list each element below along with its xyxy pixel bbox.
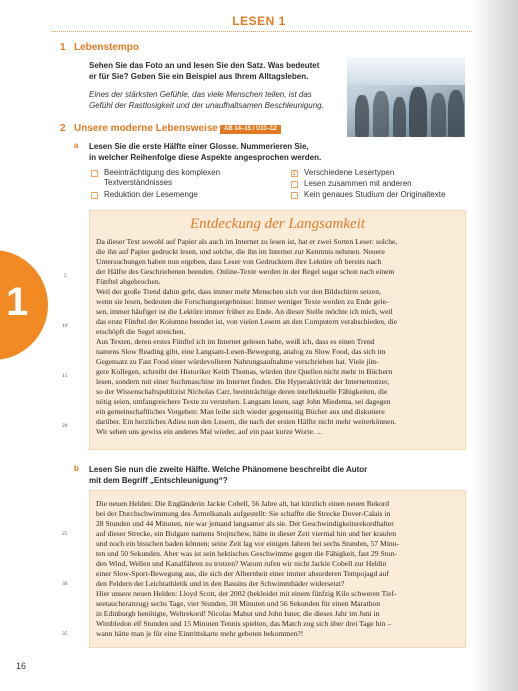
text-line: Aus Texten, deren erstes Fünftel ich im Internet gelesen habe, weiß ich, dass es einen Trend (96, 337, 375, 346)
text-line: den Feldern der Leichtathletik und in den Bassins der Schwimmbäder widersetzt? (96, 579, 345, 588)
instruction-line: mit dem Begriff „Entschleunigung“? (89, 476, 228, 485)
section-1-quote (89, 89, 349, 111)
text-line: Fünftel abgebrochen. (96, 277, 161, 286)
text-line: die ihn auf Papier gedruckt lesen, und solche, die ihn im Internet zur Kenntnis nehmen. Neuere (96, 247, 385, 256)
checkbox-mark: 1 (292, 170, 296, 177)
text-line: erschöpft die Segel streichen. (96, 327, 186, 336)
reading-text-title: Entdeckung der Langsamkeit (190, 216, 365, 232)
reading-text-body (96, 237, 461, 437)
text-line: das erste Fünftel der Kolumne beendet ist, von vielen Lesern an den Computern verabschieden, die (96, 317, 398, 326)
section-1-number: 1 (60, 42, 66, 53)
text-line: Hier unsere neuen Helden: Lloyd Scott, der 2002 (bekleidet mit einem fünfzig Kilo schweren Tief- (96, 589, 397, 598)
reading-text-body (96, 499, 461, 639)
task-b-letter: b (74, 464, 79, 473)
lesson-title: LESEN 1 (232, 14, 286, 28)
text-line: ten und 50 Sekunden. Aber was ist sein hektisches Geschwimme gegen die Fähigkeit, fast 29 Stun- (96, 549, 397, 558)
section-1-heading: Lebenstempo (74, 42, 140, 53)
checkbox-label: Beeinträchtigung des komplexen Textverständnisses (104, 168, 221, 187)
text-line: wann hätte man je für eine Eintrittskarte mehr geboten bekommen?! (96, 629, 304, 638)
text-line: Untersuchungen haben nun ergeben, dass Leser von Gedrucktem ihre Lektüre oft bereits nach (96, 257, 382, 266)
section-2-number: 2 (60, 123, 66, 134)
text-line: Wimbledon elf Stunden und 15 Minuten Tennis spielten, das Match zog sich über drei Tage hin – (96, 619, 392, 628)
text-line: und noch ein bisschen baden können; seine Zeit lag vor einigen Jahren bei sechs Stunden, 57 Minu- (96, 539, 400, 548)
checkbox[interactable] (91, 192, 98, 199)
text-line: Die neuen Helden: Die Engländerin Jackie Cobell, 56 Jahre alt, hat kürzlich einen neuen Rekord (96, 499, 390, 508)
instruction-line: Sehen Sie das Foto an und lesen Sie den Satz. Was bedeutet (89, 61, 320, 70)
reading-text-2 (89, 490, 466, 648)
task-b-instruction (89, 464, 409, 486)
title-divider (52, 31, 472, 32)
task-a-letter: a (74, 141, 79, 150)
text-line: den Wind, Wellen und Kanalfähren zu trotzen? Warum rufen wir nicht Jackie Cobell zur Heldin (96, 559, 387, 568)
line-number: 10 (62, 323, 68, 329)
text-line: 28 Stunden und 44 Minuten, nie war jemand langsamer als sie. Der Geschwindigkeitsrekordhalter (96, 519, 394, 528)
text-line: Da dieser Text sowohl auf Papier als auch im Internet zu lesen ist, hat er zwei Sorten Leser: solche, (96, 237, 398, 246)
chapter-number: 1 (6, 280, 29, 324)
text-line: gere Kollegen, schreibt der Historiker Keith Thomas, würden ihre Quellen nicht mehr in Büchern (96, 367, 393, 376)
checkbox-label: Reduktion der Lesemenge (104, 190, 198, 199)
checkbox-label: Lesen zusammen mit anderen (304, 179, 412, 188)
page-number: 16 (16, 661, 27, 671)
instruction-line: er für Sie? Geben Sie ein Beispiel aus Ihrem Alltagsleben. (89, 72, 309, 81)
checkbox[interactable] (91, 170, 98, 177)
reading-text-1 (89, 210, 466, 450)
checkbox-label: Verschiedene Lesertypen (304, 168, 395, 177)
text-line: Wir sehen uns gewiss ein anderes Mal wieder, auf ein paar kurze Worte. ... (96, 427, 323, 436)
text-line: ein gemeinschaftliches Vorgehen: Man leihe sich wieder gegenseitig Bücher aus und diskutiere (96, 407, 385, 416)
checkbox-label: Kein genaues Studium der Originaltexte (304, 190, 446, 199)
line-number: 5 (64, 273, 67, 279)
text-line: so der Wissenschaftspublizist Nicholas Carr, beeinträchtige deren intellektuelle Fähigkeiten, die (96, 387, 388, 396)
instruction-line: Lesen Sie nun die zweite Hälfte. Welche Phänomene beschreibt die Autor (89, 465, 368, 474)
text-line: der Hälfte des Geschriebenen beenden. Online-Texte werden in der Regel sogar schon nach einem (96, 267, 395, 276)
text-line: Gegensatz zu Fast Food einer würdevolleren Nahrungsaufnahme verschrieben hat. Viele jün- (96, 357, 379, 366)
section-1-instruction (89, 60, 339, 82)
workbook-reference-badge: AB 14–15 / Ü11–12 (220, 125, 281, 134)
text-line: nötig seien, umfangreichere Texte zu verstehen. Langsam lesen, sagt John Miedema, sei dagegen (96, 397, 391, 406)
text-line: namens Slow Reading gibt, eine Langsam-Lesen-Bewegung, analog zu Slow Food, das sich im (96, 347, 386, 356)
text-line: Weil der große Trend dahin geht, dass immer mehr Menschen sich vor den Bildschirm setzen, (96, 287, 381, 296)
text-line: seetaucheranzug) sechs Tage, vier Stunden, 30 Minuten und 56 Sekunden für einen Marathon (96, 599, 381, 608)
text-line: darüber. Ein herzliches Adieu nun den Lesern, die nach der ersten Hälfte nicht mehr weiterkönnen. (96, 417, 397, 426)
text-line: auf dieser Strecke, ein Bulgare namens Stojtschew, hätte in dieser Zeit viermal hin und her kraulen (96, 529, 396, 538)
text-line: wenn sie lesen, bedeuten die Forschungsergebnisse: Immer weniger Texte werden zu Ende gele- (96, 297, 389, 306)
text-line: einer Slow-Sport-Bewegung aus, die sich der Albernheit einer immer absurderen Tempojagd auf (96, 569, 389, 578)
checkbox[interactable] (291, 181, 298, 188)
quote-line: Eines der stärksten Gefühle, das viele Menschen teilen, ist das (89, 90, 312, 99)
page-edge-shadow (472, 0, 518, 691)
line-number: 35 (62, 631, 68, 637)
section-2-heading: Unsere moderne Lebensweise (74, 123, 218, 134)
task-a-instruction (89, 141, 389, 163)
line-number: 30 (62, 581, 68, 587)
line-number: 15 (62, 373, 68, 379)
line-number: 25 (62, 531, 68, 537)
line-number: 20 (62, 423, 68, 429)
commuters-photo (347, 57, 465, 137)
text-line: sen, immer häufiger ist die Lektüre immer früher zu Ende. An dieser Stelle möchte ich mich, weil (96, 307, 393, 316)
instruction-line: in welcher Reihenfolge diese Aspekte angesprochen werden. (89, 153, 322, 162)
checkbox[interactable] (291, 192, 298, 199)
text-line: in Edinburgh benötigte, Weltrekord! Nicolas Mahut und John Isner, die dieses Jahr im Juni in (96, 609, 380, 618)
text-line: bei der Durchschwimmung des Ärmelkanals aufgestellt: Sie schaffte die Strecke Dover-Calais in (96, 509, 391, 518)
instruction-line: Lesen Sie die erste Hälfte einer Glosse. Nummerieren Sie, (89, 142, 309, 151)
text-line: lesen, sondern mit einer Suchmaschine im Internet finden. Die Hyperaktivität der Internetnutzer, (96, 377, 390, 386)
quote-line: Gefühl der Rastlosigkeit und der unaufhaltsamen Beschleunigung. (89, 101, 324, 110)
